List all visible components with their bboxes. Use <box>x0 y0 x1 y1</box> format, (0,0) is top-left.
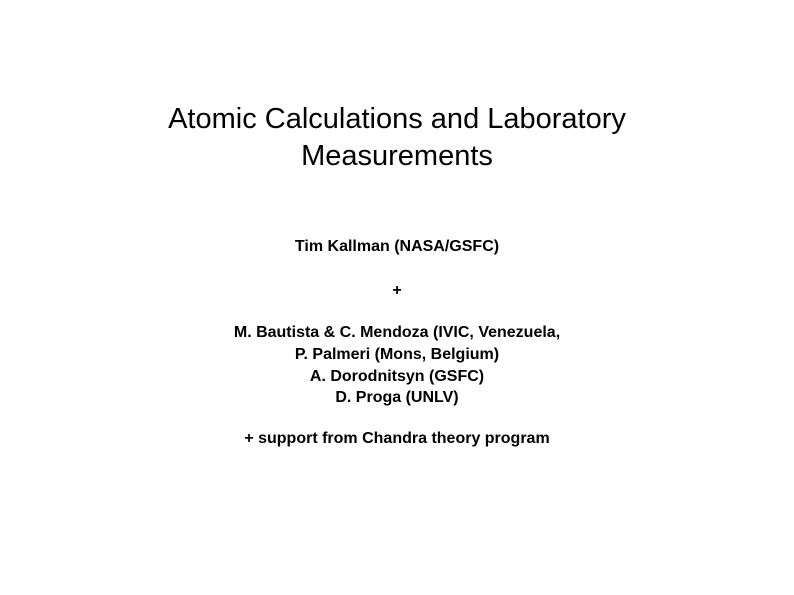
collaborator-line-4: D. Proga (UNLV) <box>335 389 459 406</box>
support-line: + support from Chandra theory program <box>244 430 550 447</box>
collaborator-line-1: M. Bautista & C. Mendoza (IVIC, Venezuela, <box>233 324 561 341</box>
collaborator-line-3: A. Dorodnitsyn (GSFC) <box>309 368 485 385</box>
slide-title-line-2: Measurements <box>301 140 493 172</box>
slide-title <box>0 101 794 175</box>
plus-line: + <box>392 282 402 299</box>
collaborator-line-2: P. Palmeri (Mons, Belgium) <box>294 346 500 363</box>
author-line: Tim Kallman (NASA/GSFC) <box>294 238 500 255</box>
slide-title-line-1: Atomic Calculations and Laboratory <box>168 103 626 135</box>
